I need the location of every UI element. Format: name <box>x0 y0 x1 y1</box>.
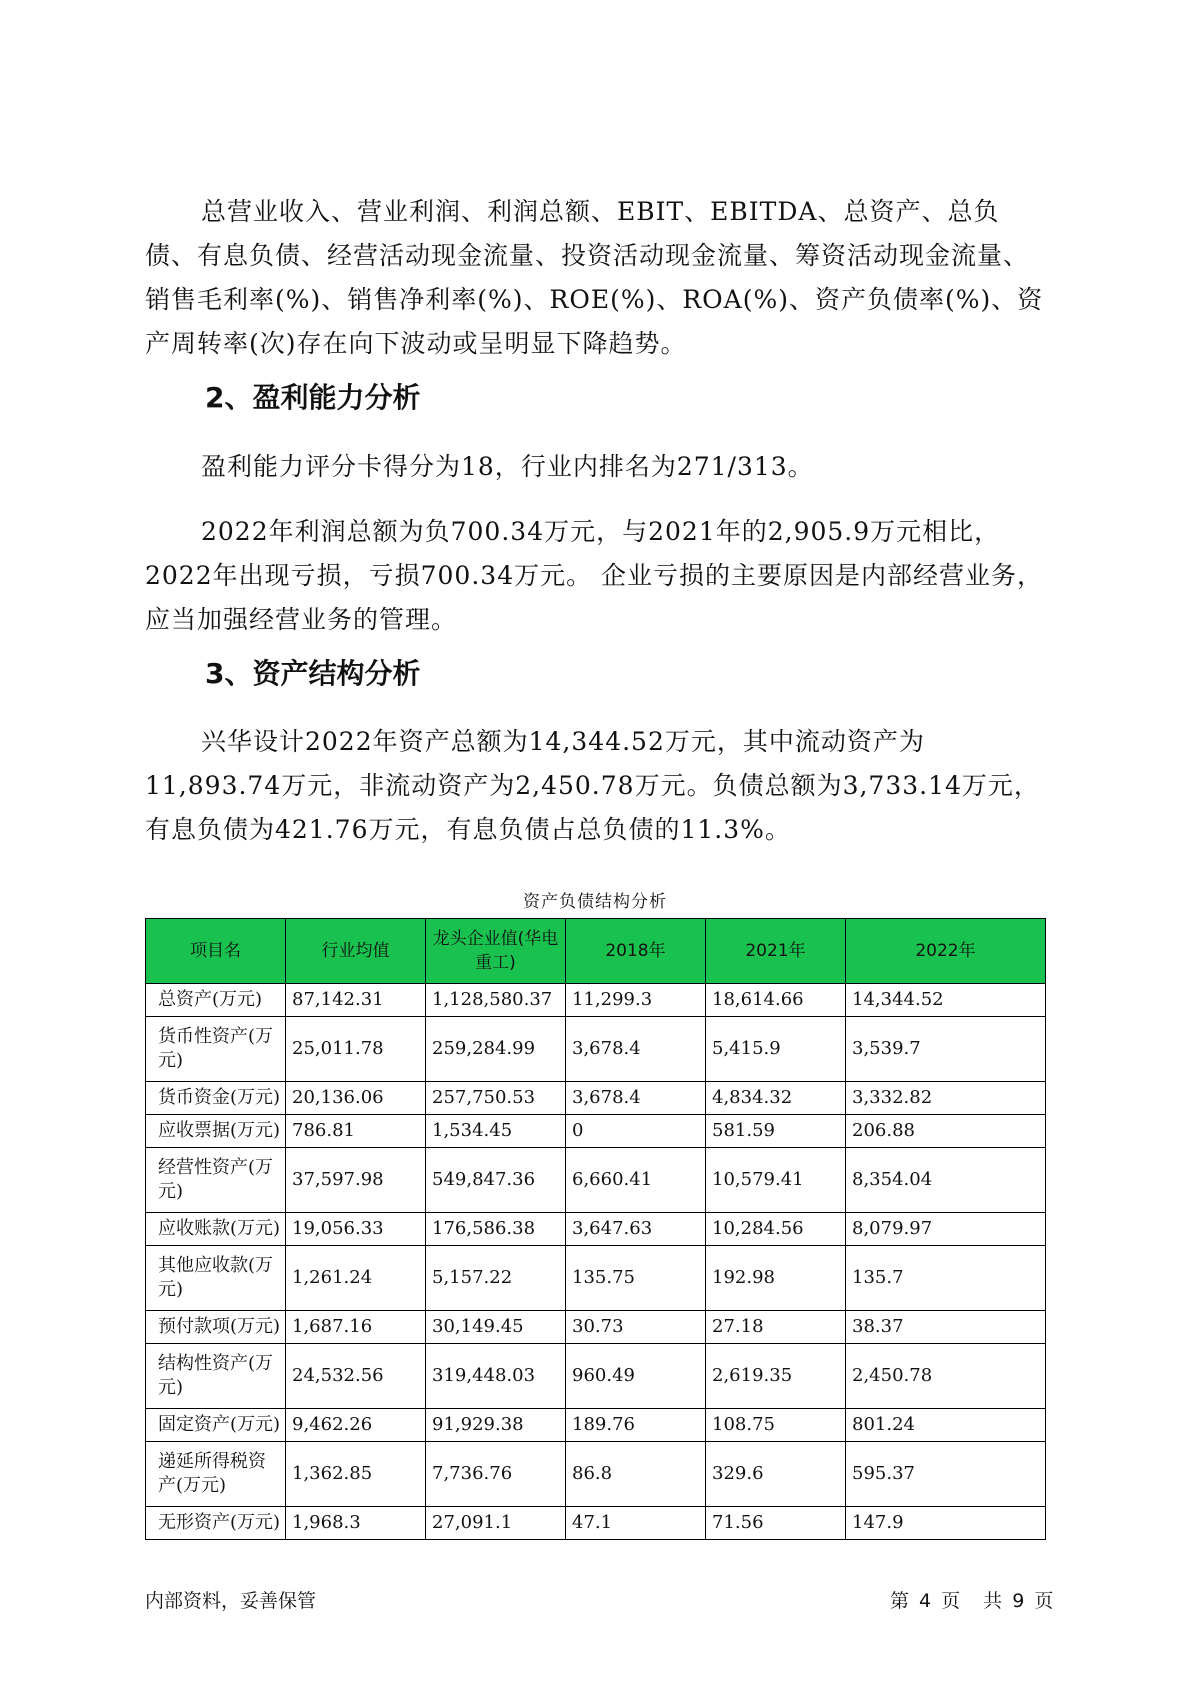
table-cell: 189.76 <box>566 1409 706 1442</box>
table-cell: 2,619.35 <box>706 1344 846 1409</box>
table-cell: 1,687.16 <box>286 1311 426 1344</box>
table-cell: 135.75 <box>566 1246 706 1311</box>
table-cell: 176,586.38 <box>426 1213 566 1246</box>
table-cell: 192.98 <box>706 1246 846 1311</box>
table-cell: 581.59 <box>706 1115 846 1148</box>
table-cell: 147.9 <box>846 1507 1046 1540</box>
table-cell: 8,079.97 <box>846 1213 1046 1246</box>
table-body <box>146 984 1046 1540</box>
table-cell: 7,736.76 <box>426 1442 566 1507</box>
table-cell: 9,462.26 <box>286 1409 426 1442</box>
header-year-2018: 2018年 <box>566 919 706 984</box>
table-cell: 86.8 <box>566 1442 706 1507</box>
page-number: 第 4 页 共 9 页 <box>890 1590 1056 1612</box>
table-cell: 960.49 <box>566 1344 706 1409</box>
table-cell: 37,597.98 <box>286 1148 426 1213</box>
row-item-name: 应收票据(万元) <box>146 1115 286 1148</box>
row-item-name: 固定资产(万元) <box>146 1409 286 1442</box>
table-cell: 135.7 <box>846 1246 1046 1311</box>
table-cell: 549,847.36 <box>426 1148 566 1213</box>
table-cell: 5,157.22 <box>426 1246 566 1311</box>
header-leader-value: 龙头企业值(华电重工) <box>426 919 566 984</box>
table-cell: 5,415.9 <box>706 1017 846 1082</box>
table-row <box>146 984 1046 1017</box>
table-cell: 1,128,580.37 <box>426 984 566 1017</box>
table-cell: 71.56 <box>706 1507 846 1540</box>
header-year-2021: 2021年 <box>706 919 846 984</box>
table-row <box>146 1311 1046 1344</box>
table-cell: 18,614.66 <box>706 984 846 1017</box>
section-heading-profitability: 2、盈利能力分析 <box>205 381 421 414</box>
table-cell: 319,448.03 <box>426 1344 566 1409</box>
table-row <box>146 1082 1046 1115</box>
table-cell: 786.81 <box>286 1115 426 1148</box>
table-row <box>146 1213 1046 1246</box>
table-cell: 87,142.31 <box>286 984 426 1017</box>
table-cell: 10,579.41 <box>706 1148 846 1213</box>
row-item-name: 经营性资产(万元) <box>146 1148 286 1213</box>
table-cell: 38.37 <box>846 1311 1046 1344</box>
table-cell: 14,344.52 <box>846 984 1046 1017</box>
table-row <box>146 1246 1046 1311</box>
row-item-name: 总资产(万元) <box>146 984 286 1017</box>
table-cell: 27.18 <box>706 1311 846 1344</box>
row-item-name: 预付款项(万元) <box>146 1311 286 1344</box>
table-cell: 8,354.04 <box>846 1148 1046 1213</box>
table-row <box>146 1409 1046 1442</box>
table-cell: 801.24 <box>846 1409 1046 1442</box>
table-cell: 1,968.3 <box>286 1507 426 1540</box>
table-cell: 47.1 <box>566 1507 706 1540</box>
table-cell: 595.37 <box>846 1442 1046 1507</box>
table-cell: 2,450.78 <box>846 1344 1046 1409</box>
table-cell: 20,136.06 <box>286 1082 426 1115</box>
table-cell: 27,091.1 <box>426 1507 566 1540</box>
row-item-name: 无形资产(万元) <box>146 1507 286 1540</box>
table-cell: 24,532.56 <box>286 1344 426 1409</box>
header-year-2022: 2022年 <box>846 919 1046 984</box>
table-cell: 30,149.45 <box>426 1311 566 1344</box>
table-row <box>146 1148 1046 1213</box>
table-cell: 4,834.32 <box>706 1082 846 1115</box>
table-header-row <box>146 919 1046 984</box>
table-cell: 3,647.63 <box>566 1213 706 1246</box>
table-cell: 6,660.41 <box>566 1148 706 1213</box>
table-cell: 329.6 <box>706 1442 846 1507</box>
table-cell: 1,261.24 <box>286 1246 426 1311</box>
asset-liability-table <box>145 918 1046 1540</box>
table-cell: 3,678.4 <box>566 1017 706 1082</box>
row-item-name: 结构性资产(万元) <box>146 1344 286 1409</box>
paragraph-trend-summary: 总营业收入、营业利润、利润总额、EBIT、EBITDA、总资产、总负债、有息负债、经营活动现金流量、投资活动现金流量、筹资活动现金流量、销售毛利率(%)、销售净利率(%)、ROE(%)、ROA(%)、资产负债率(%)、资产周转率(次)存在向下波动或呈明显下降趋势。 <box>145 197 1044 358</box>
table-cell: 108.75 <box>706 1409 846 1442</box>
table-row <box>146 1344 1046 1409</box>
row-item-name: 递延所得税资产(万元) <box>146 1442 286 1507</box>
paragraph-profitability-score: 盈利能力评分卡得分为18，行业内排名为271/313。 <box>201 452 814 481</box>
table-cell: 3,539.7 <box>846 1017 1046 1082</box>
table-cell: 1,362.85 <box>286 1442 426 1507</box>
paragraph-profit-loss: 2022年利润总额为负700.34万元，与2021年的2,905.9万元相比，2022年出现亏损，亏损700.34万元。 企业亏损的主要原因是内部经营业务，应当加强经营业务的管理。 <box>145 517 1044 634</box>
table-cell: 10,284.56 <box>706 1213 846 1246</box>
table-cell: 30.73 <box>566 1311 706 1344</box>
table-caption: 资产负债结构分析 <box>523 892 667 912</box>
table-cell: 25,011.78 <box>286 1017 426 1082</box>
table-cell: 1,534.45 <box>426 1115 566 1148</box>
table-cell: 19,056.33 <box>286 1213 426 1246</box>
header-item-name: 项目名 <box>146 919 286 984</box>
row-item-name: 货币性资产(万元) <box>146 1017 286 1082</box>
table-cell: 257,750.53 <box>426 1082 566 1115</box>
table-row <box>146 1442 1046 1507</box>
table-cell: 3,332.82 <box>846 1082 1046 1115</box>
row-item-name: 货币资金(万元) <box>146 1082 286 1115</box>
table-row <box>146 1017 1046 1082</box>
header-industry-average: 行业均值 <box>286 919 426 984</box>
table-cell: 11,299.3 <box>566 984 706 1017</box>
table-cell: 0 <box>566 1115 706 1148</box>
paragraph-asset-structure: 兴华设计2022年资产总额为14,344.52万元，其中流动资产为11,893.74万元，非流动资产为2,450.78万元。负债总额为3,733.14万元，有息负债为421.76万元，有息负债占总负债的11.3%。 <box>145 727 1040 844</box>
section-heading-asset-structure: 3、资产结构分析 <box>205 657 421 690</box>
table-cell: 91,929.38 <box>426 1409 566 1442</box>
table-row <box>146 1115 1046 1148</box>
table-cell: 259,284.99 <box>426 1017 566 1082</box>
table-row <box>146 1507 1046 1540</box>
table-cell: 206.88 <box>846 1115 1046 1148</box>
table-cell: 3,678.4 <box>566 1082 706 1115</box>
row-item-name: 其他应收款(万元) <box>146 1246 286 1311</box>
row-item-name: 应收账款(万元) <box>146 1213 286 1246</box>
footer-confidential-note: 内部资料，妥善保管 <box>145 1590 317 1612</box>
